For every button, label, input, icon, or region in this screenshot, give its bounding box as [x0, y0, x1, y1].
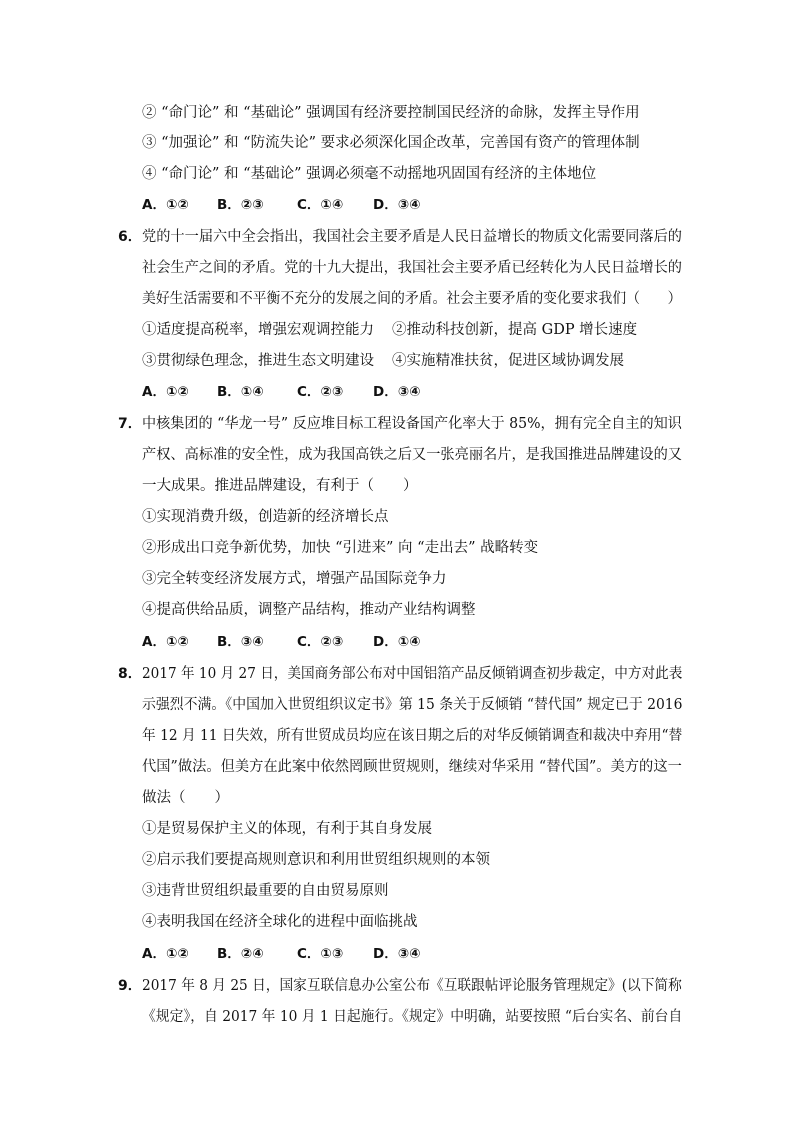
q8-option-c: C．①③: [297, 946, 344, 962]
q5-option-b: B．②③: [217, 197, 264, 213]
q7-number: 7．: [118, 416, 142, 432]
q6-item-1: ①适度提高税率，增强宏观调控能力: [142, 322, 374, 338]
q9-number: 9．: [118, 978, 142, 994]
q9-stem-line-2: 《规定》，自 2017 年 10 月 1 日起施行。《规定》中明确，站要按照 “后台实名、前台自: [142, 1009, 683, 1025]
q8-option-d: D．③④: [373, 946, 421, 962]
q7-item-3: ③完全转变经济发展方式，增强产品国际竞争力: [142, 571, 447, 587]
q5-item-4: ④ “命门论” 和 “基础论” 强调必须毫不动摇地巩固国有经济的主体地位: [142, 166, 597, 182]
q6-number: 6．: [118, 229, 142, 245]
q8-number: 8．: [118, 666, 142, 682]
q7-item-2: ②形成出口竞争新优势，加快 “引进来” 向 “走出去” 战略转变: [142, 540, 539, 556]
q8-stem-line-5: 做法（ ）: [142, 790, 229, 806]
q6-option-b: B．①④: [217, 384, 264, 400]
q8-stem-line-3: 年 12 月 11 日失效，所有世贸成员均应在该日期之后的对华反倾销调查和裁决中弃用“替: [142, 728, 683, 744]
q7-option-d: D．①④: [373, 634, 421, 650]
q8-stem-line-4: 代国”做法。但美方在此案中依然罔顾世贸规则，继续对华采用 “替代国”。美方的这一: [142, 759, 682, 775]
q5-item-3: ③ “加强论” 和 “防流失论” 要求必须深化国企改革，完善国有资产的管理体制: [142, 135, 640, 151]
q5-option-c: C．①④: [297, 197, 344, 213]
q9-stem-line-1: 2017 年 8 月 25 日，国家互联信息办公室公布《互联跟帖评论服务管理规定》(以下简称: [142, 978, 682, 994]
q6-stem-line-2: 社会生产之间的矛盾。党的十九大提出，我国社会主要矛盾已经转化为人民日益增长的: [142, 260, 682, 276]
q7-option-c: C．②③: [297, 634, 344, 650]
q8-item-3: ③违背世贸组织最重要的自由贸易原则: [142, 883, 389, 899]
q7-option-a: A．①②: [142, 634, 189, 650]
q7-stem-line-3: 一大成果。推进品牌建设，有利于（ ）: [142, 478, 418, 494]
q6-item-2: ②推动科技创新，提高 GDP 增长速度: [392, 322, 638, 338]
q6-option-a: A．①②: [142, 384, 189, 400]
q8-option-a: A．①②: [142, 946, 189, 962]
q5-option-d: D．③④: [373, 197, 421, 213]
q6-item-4: ④实施精准扶贫，促进区域协调发展: [392, 353, 624, 369]
q6-option-d: D．③④: [373, 384, 421, 400]
q5-item-2: ② “命门论” 和 “基础论” 强调国有经济要控制国民经济的命脉，发挥主导作用: [142, 105, 640, 121]
q8-option-b: B．②④: [217, 946, 264, 962]
q7-stem-line-1: 中核集团的 “华龙一号” 反应堆目标工程设备国产化率大于 85%，拥有完全自主的知识: [142, 416, 682, 432]
q7-option-b: B．③④: [217, 634, 264, 650]
q8-item-1: ①是贸易保护主义的体现，有利于其自身发展: [142, 821, 432, 837]
q6-option-c: C．②③: [297, 384, 344, 400]
q8-stem-line-2: 示强烈不满。《中国加入世贸组织议定书》第 15 条关于反倾销 “替代国” 规定已于 2016: [142, 697, 683, 713]
q6-item-3: ③贯彻绿色理念，推进生态文明建设: [142, 353, 374, 369]
q7-stem-line-2: 产权、高标准的安全性，成为我国高铁之后又一张亮丽名片，是我国推进品牌建设的又: [142, 447, 682, 463]
q7-item-1: ①实现消费升级，创造新的经济增长点: [142, 509, 389, 525]
q8-stem-line-1: 2017 年 10 月 27 日，美国商务部公布对中国铝箔产品反倾销调查初步裁定，中方对此表: [142, 666, 683, 682]
q6-stem-line-1: 党的十一届六中全会指出，我国社会主要矛盾是人民日益增长的物质文化需要同落后的: [142, 229, 682, 245]
q8-item-2: ②启示我们要提高规则意识和利用世贸组织规则的本领: [142, 852, 490, 868]
q7-item-4: ④提高供给品质，调整产品结构，推动产业结构调整: [142, 602, 476, 618]
q8-item-4: ④表明我国在经济全球化的进程中面临挑战: [142, 914, 418, 930]
q6-stem-line-3: 美好生活需要和不平衡不充分的发展之间的矛盾。社会主要矛盾的变化要求我们（ ）: [142, 291, 682, 307]
q5-option-a: A．①②: [142, 197, 189, 213]
